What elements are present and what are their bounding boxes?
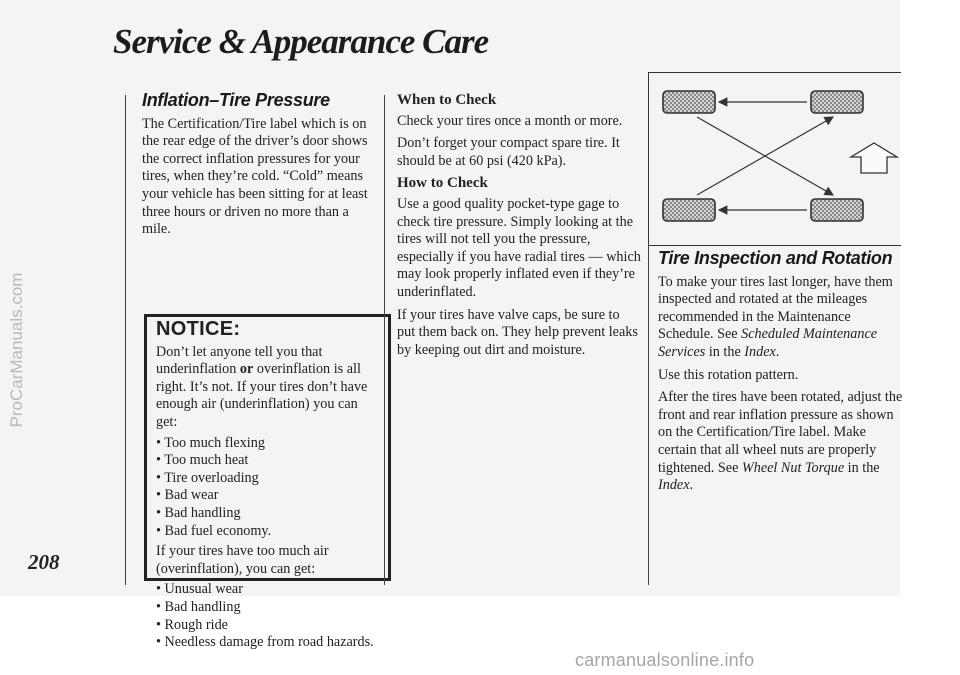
list-item: • Too much flexing — [156, 435, 380, 453]
list-item: • Bad handling — [156, 505, 380, 523]
when-to-check-p2: Don’t forget your compact spare tire. It should be at 60 psi (420 kPa). — [397, 135, 620, 169]
overinflation-list — [156, 581, 380, 651]
rotation-heading: Tire Inspection and Rotation — [658, 248, 893, 268]
list-item: • Needless damage from road hazards. — [156, 634, 380, 652]
list-item: • Unusual wear — [156, 581, 380, 599]
notice-intro: Don’t let anyone tell you that underinflation or overinflation is all right. It’s not. If your tires don’t have enough air (underinflation) you can get: — [156, 343, 368, 430]
how-to-check-p2: If your tires have valve caps, be sure to put them back on. They help prevent leaks by keeping out dirt and moisture. — [397, 306, 638, 358]
inflation-section — [142, 92, 378, 244]
inflation-body: The Certification/Tire label which is on the rear edge of the driver’s door shows the correct inflation pressures for your tires, when they’re cold. “Cold” means your vehicle has been sitting for at least three hours or driven no more than a mile. — [142, 115, 368, 238]
list-item: • Too much heat — [156, 452, 380, 470]
front-direction-arrow-icon — [851, 143, 897, 173]
underinflation-list — [156, 435, 380, 541]
how-to-check-p1: Use a good quality pocket-type gage to check tire pressure. Simply looking at the tires will not tell you the pressure, especially if you have radial tires — which may look properly inflated even if they’re underinflated. — [397, 195, 641, 300]
list-item: • Bad fuel economy. — [156, 523, 380, 541]
check-section — [397, 92, 641, 364]
notice-title: NOTICE: — [156, 318, 241, 340]
list-item: • Rough ride — [156, 617, 380, 635]
tire-icon — [663, 91, 715, 113]
right-divider — [648, 244, 649, 585]
list-item: • Tire overloading — [156, 470, 380, 488]
when-to-check-heading: When to Check — [397, 92, 497, 108]
rotation-section — [658, 250, 904, 500]
rotation-p3: After the tires have been rotated, adjust the front and rear inflation pressure as shown on the Certification/Tire label. Make certain that all wheel nuts are properly tightened. See Wheel Nut Torque in the Index. — [658, 389, 903, 494]
footer-watermark: carmanualsonline.info — [575, 650, 755, 670]
notice-box — [144, 314, 391, 651]
when-to-check-p1: Check your tires once a month or more. — [397, 112, 623, 129]
middle-divider — [384, 95, 385, 585]
page-title: Service & Appearance Care — [113, 22, 489, 61]
rotation-p1: To make your tires last longer, have them inspected and rotated at the mileages recommended in the Maintenance Schedule. See Scheduled Maintenance Services in the Index. — [658, 273, 893, 360]
rotation-pattern-illustration — [649, 73, 901, 245]
tire-icon — [811, 91, 863, 113]
rotation-p2: Use this rotation pattern. — [658, 366, 799, 383]
rotation-diagram — [648, 72, 901, 246]
list-item: • Bad handling — [156, 599, 380, 617]
tire-icon — [811, 199, 863, 221]
page-number: 208 — [28, 550, 60, 574]
overinflation-intro: If your tires have too much air (overinflation), you can get: — [156, 543, 329, 577]
side-watermark: ProCarManuals.com — [7, 272, 26, 428]
list-item: • Bad wear — [156, 487, 380, 505]
how-to-check-heading: How to Check — [397, 175, 488, 192]
tire-icon — [663, 199, 715, 221]
inflation-heading: Inflation–Tire Pressure — [142, 90, 330, 110]
left-divider — [125, 95, 126, 585]
